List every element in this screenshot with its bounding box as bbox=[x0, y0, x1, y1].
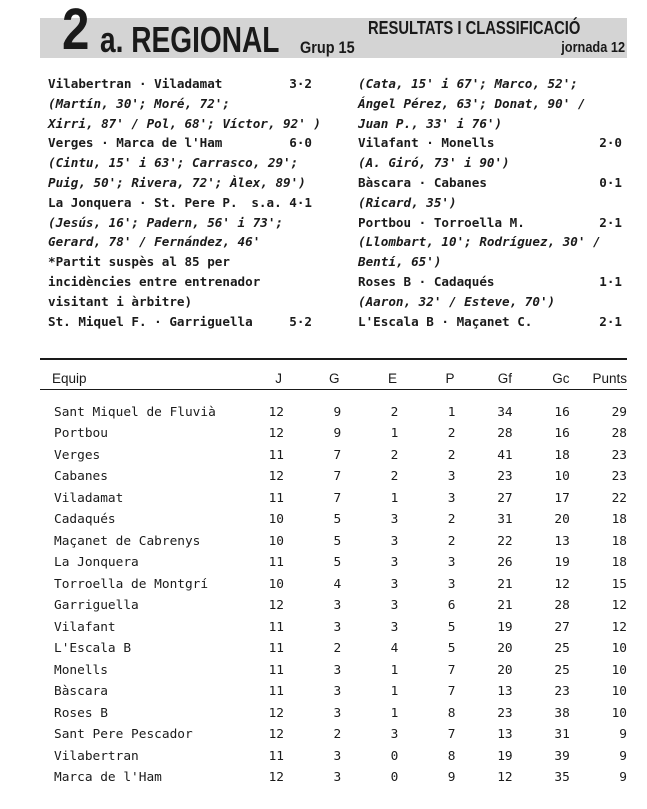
match-line bbox=[358, 272, 626, 292]
lost: 3 bbox=[447, 555, 456, 571]
section-title: RESULTATS I CLASSIFICACIÓ bbox=[368, 18, 581, 38]
scorers-line: (Jesús, 16'; Padern, 56' i 73'; bbox=[48, 214, 284, 230]
points: 10 bbox=[611, 662, 627, 678]
played: 12 bbox=[268, 769, 284, 785]
team-name: La Jonquera bbox=[54, 555, 139, 571]
table-row bbox=[40, 638, 627, 659]
goals-for: 22 bbox=[497, 533, 513, 549]
won: 7 bbox=[333, 469, 342, 485]
team-name: Viladamat bbox=[54, 490, 124, 506]
table-row bbox=[40, 724, 627, 745]
scorers-line: Ángel Pérez, 63'; Donat, 90' / bbox=[358, 95, 586, 111]
page-header bbox=[0, 0, 647, 62]
table-row bbox=[40, 660, 627, 681]
won: 7 bbox=[333, 490, 342, 506]
team-name: Portbou bbox=[54, 426, 108, 442]
points: 18 bbox=[611, 533, 627, 549]
table-row bbox=[40, 552, 627, 573]
drawn: 3 bbox=[390, 598, 399, 614]
goals-for: 27 bbox=[497, 490, 513, 506]
match-score: s.a. 4·1 bbox=[251, 194, 312, 210]
standings-header bbox=[40, 368, 627, 388]
won: 9 bbox=[333, 405, 342, 420]
match-score: 2·1 bbox=[599, 313, 622, 329]
division-title: a. REGIONAL bbox=[100, 19, 280, 60]
table-row bbox=[40, 423, 627, 444]
drawn: 3 bbox=[390, 576, 399, 592]
results-column-left bbox=[48, 74, 321, 331]
played: 12 bbox=[268, 598, 284, 614]
drawn: 0 bbox=[390, 769, 399, 785]
won: 5 bbox=[333, 512, 342, 528]
goals-against: 25 bbox=[554, 641, 570, 657]
lost: 2 bbox=[447, 512, 456, 528]
drawn: 1 bbox=[390, 662, 399, 678]
goals-for: 19 bbox=[497, 748, 513, 764]
drawn: 3 bbox=[390, 555, 399, 571]
match-teams: L'Escala B · Maçanet C. bbox=[358, 313, 533, 329]
drawn: 1 bbox=[390, 705, 399, 721]
points: 15 bbox=[611, 576, 627, 592]
played: 12 bbox=[268, 405, 284, 420]
team-name: Cadaqués bbox=[54, 512, 116, 528]
goals-against: 13 bbox=[554, 533, 570, 549]
match-teams: Bàscara · Cabanes bbox=[358, 174, 487, 190]
drawn: 3 bbox=[390, 619, 399, 635]
lost: 8 bbox=[447, 705, 456, 721]
drawn: 1 bbox=[390, 426, 399, 442]
lost: 6 bbox=[447, 598, 456, 614]
table-row bbox=[40, 509, 627, 530]
match-teams: Portbou · Torroella M. bbox=[358, 214, 525, 230]
lost: 2 bbox=[447, 426, 456, 442]
match-score: 1·1 bbox=[599, 273, 622, 289]
team-name: Verges bbox=[54, 447, 101, 463]
goals-for: 13 bbox=[497, 727, 513, 743]
match-score: 5·2 bbox=[289, 313, 312, 329]
goals-against: 25 bbox=[554, 662, 570, 678]
column-header: Gf bbox=[497, 370, 512, 386]
note-line: *Partit suspès al 85 per bbox=[48, 254, 230, 270]
team-name: Garriguella bbox=[54, 598, 139, 614]
column-header: Punts bbox=[592, 370, 627, 386]
goals-against: 10 bbox=[554, 469, 570, 485]
team-name: Roses B bbox=[54, 705, 108, 721]
played: 11 bbox=[268, 490, 284, 506]
drawn: 2 bbox=[390, 405, 399, 420]
header-underline bbox=[40, 389, 627, 390]
lost: 5 bbox=[447, 619, 456, 635]
lost: 3 bbox=[447, 490, 456, 506]
table-row bbox=[40, 574, 627, 595]
table-row bbox=[40, 595, 627, 616]
drawn: 1 bbox=[390, 490, 399, 506]
played: 12 bbox=[268, 727, 284, 743]
lost: 7 bbox=[447, 727, 456, 743]
goals-against: 38 bbox=[554, 705, 570, 721]
played: 10 bbox=[268, 533, 284, 549]
points: 23 bbox=[611, 469, 627, 485]
points: 18 bbox=[611, 555, 627, 571]
drawn: 3 bbox=[390, 727, 399, 743]
table-row bbox=[40, 681, 627, 702]
team-name: Maçanet de Cabrenys bbox=[54, 533, 201, 549]
goals-against: 19 bbox=[554, 555, 570, 571]
scorers-line: (Martín, 30'; Moré, 72'; bbox=[48, 95, 230, 111]
points: 18 bbox=[611, 512, 627, 528]
won: 3 bbox=[333, 684, 342, 700]
goals-against: 31 bbox=[554, 727, 570, 743]
table-row bbox=[40, 703, 627, 724]
played: 11 bbox=[268, 748, 284, 764]
match-score: 0·1 bbox=[599, 174, 622, 190]
won: 5 bbox=[333, 533, 342, 549]
points: 9 bbox=[619, 769, 627, 785]
goals-for: 13 bbox=[497, 684, 513, 700]
goals-for: 21 bbox=[497, 598, 513, 614]
match-line bbox=[358, 173, 626, 193]
division-number: 2 bbox=[62, 0, 89, 62]
column-header: Equip bbox=[52, 370, 87, 386]
scorers-line: Juan P., 33' i 76') bbox=[358, 115, 503, 131]
match-teams: Roses B · Cadaqués bbox=[358, 273, 495, 289]
played: 11 bbox=[268, 641, 284, 657]
team-name: Bàscara bbox=[54, 684, 108, 700]
goals-for: 20 bbox=[497, 641, 513, 657]
points: 22 bbox=[611, 490, 627, 506]
column-header: G bbox=[328, 370, 340, 386]
won: 3 bbox=[333, 598, 342, 614]
goals-against: 23 bbox=[554, 684, 570, 700]
note-line: incidències entre entrenador bbox=[48, 273, 261, 289]
goals-against: 20 bbox=[554, 512, 570, 528]
scorers-line: Bentí, 65') bbox=[358, 254, 442, 270]
played: 11 bbox=[268, 684, 284, 700]
match-line bbox=[358, 312, 626, 332]
points: 12 bbox=[611, 619, 627, 635]
played: 12 bbox=[268, 705, 284, 721]
scorers-line: (Ricard, 35') bbox=[358, 194, 457, 210]
match-score: 2·1 bbox=[599, 214, 622, 230]
match-score: 6·0 bbox=[289, 135, 312, 151]
team-name: Torroella de Montgrí bbox=[54, 576, 209, 592]
match-teams: Vilabertran · Viladamat bbox=[48, 76, 223, 91]
points: 10 bbox=[611, 684, 627, 700]
scorers-line: Puig, 50'; Rivera, 72'; Àlex, 89') bbox=[48, 174, 306, 190]
won: 7 bbox=[333, 447, 342, 463]
goals-against: 28 bbox=[554, 598, 570, 614]
standings-table bbox=[40, 402, 627, 788]
won: 3 bbox=[333, 769, 342, 785]
goals-against: 18 bbox=[554, 447, 570, 463]
match-teams: Vilafant · Monells bbox=[358, 135, 495, 151]
scorers-line: (Cata, 15' i 67'; Marco, 52'; bbox=[358, 76, 578, 91]
won: 3 bbox=[333, 619, 342, 635]
played: 10 bbox=[268, 576, 284, 592]
won: 4 bbox=[333, 576, 342, 592]
column-header: Gc bbox=[552, 370, 570, 386]
played: 12 bbox=[268, 469, 284, 485]
match-teams: St. Miquel F. · Garriguella bbox=[48, 313, 253, 329]
scorers-line: Xirri, 87' / Pol, 68'; Víctor, 92' ) bbox=[48, 115, 321, 131]
points: 9 bbox=[619, 727, 627, 743]
scorers-line: (Llombart, 10'; Rodríguez, 30' / bbox=[358, 234, 601, 250]
lost: 3 bbox=[447, 469, 456, 485]
scorers-line: (A. Giró, 73' i 90') bbox=[358, 155, 510, 171]
table-row bbox=[40, 402, 627, 423]
goals-for: 26 bbox=[497, 555, 513, 571]
table-row bbox=[40, 488, 627, 509]
played: 11 bbox=[268, 619, 284, 635]
won: 3 bbox=[333, 705, 342, 721]
lost: 5 bbox=[447, 641, 456, 657]
goals-against: 16 bbox=[554, 426, 570, 442]
goals-against: 17 bbox=[554, 490, 570, 506]
goals-for: 21 bbox=[497, 576, 513, 592]
table-row bbox=[40, 767, 627, 788]
goals-for: 34 bbox=[497, 405, 513, 420]
lost: 1 bbox=[447, 405, 456, 420]
goals-against: 16 bbox=[554, 405, 570, 420]
points: 10 bbox=[611, 641, 627, 657]
goals-against: 27 bbox=[554, 619, 570, 635]
goals-for: 19 bbox=[497, 619, 513, 635]
drawn: 4 bbox=[390, 641, 399, 657]
column-header: J bbox=[275, 370, 282, 386]
goals-for: 23 bbox=[497, 705, 513, 721]
team-name: Cabanes bbox=[54, 469, 108, 485]
scorers-line: (Cintu, 15' i 63'; Carrasco, 29'; bbox=[48, 155, 299, 171]
played: 12 bbox=[268, 426, 284, 442]
lost: 7 bbox=[447, 662, 456, 678]
match-teams: La Jonquera · St. Pere P. bbox=[48, 194, 238, 210]
team-name: Monells bbox=[54, 662, 108, 678]
played: 11 bbox=[268, 447, 284, 463]
match-line bbox=[358, 213, 626, 233]
goals-for: 20 bbox=[497, 662, 513, 678]
points: 10 bbox=[611, 705, 627, 721]
drawn: 2 bbox=[390, 447, 399, 463]
match-line bbox=[358, 133, 626, 153]
won: 2 bbox=[333, 641, 342, 657]
team-name: L'Escala B bbox=[54, 641, 132, 657]
goals-against: 35 bbox=[554, 769, 570, 785]
goals-against: 39 bbox=[554, 748, 570, 764]
match-line bbox=[48, 133, 316, 153]
goals-for: 28 bbox=[497, 426, 513, 442]
goals-for: 12 bbox=[497, 769, 513, 785]
drawn: 2 bbox=[390, 469, 399, 485]
column-header: P bbox=[445, 370, 455, 386]
goals-against: 12 bbox=[554, 576, 570, 592]
drawn: 3 bbox=[390, 512, 399, 528]
points: 28 bbox=[611, 426, 627, 442]
table-row bbox=[40, 617, 627, 638]
column-header: E bbox=[387, 370, 397, 386]
scorers-line: (Aaron, 32' / Esteve, 70') bbox=[358, 293, 556, 309]
team-name: Marca de l'Ham bbox=[54, 769, 162, 785]
points: 23 bbox=[611, 447, 627, 463]
drawn: 0 bbox=[390, 748, 399, 764]
match-line bbox=[48, 312, 316, 332]
team-name: Vilafant bbox=[54, 619, 116, 635]
note-line: visitant i àrbitre) bbox=[48, 293, 193, 309]
won: 9 bbox=[333, 426, 342, 442]
goals-for: 31 bbox=[497, 512, 513, 528]
team-name: Sant Pere Pescador bbox=[54, 727, 193, 743]
played: 10 bbox=[268, 512, 284, 528]
drawn: 3 bbox=[390, 533, 399, 549]
match-teams: Verges · Marca de l'Ham bbox=[48, 135, 223, 151]
table-row bbox=[40, 746, 627, 767]
points: 12 bbox=[611, 598, 627, 614]
won: 5 bbox=[333, 555, 342, 571]
match-line bbox=[48, 193, 316, 213]
played: 11 bbox=[268, 555, 284, 571]
lost: 9 bbox=[447, 769, 456, 785]
won: 2 bbox=[333, 727, 342, 743]
played: 11 bbox=[268, 662, 284, 678]
lost: 3 bbox=[447, 576, 456, 592]
table-row bbox=[40, 445, 627, 466]
group-label: Grup 15 bbox=[300, 38, 355, 57]
lost: 2 bbox=[447, 533, 456, 549]
points: 9 bbox=[619, 748, 627, 764]
goals-for: 23 bbox=[497, 469, 513, 485]
results-column-right bbox=[358, 74, 626, 331]
points: 29 bbox=[611, 405, 627, 420]
matchday-label: jornada 12 bbox=[561, 39, 625, 56]
won: 3 bbox=[333, 748, 342, 764]
lost: 2 bbox=[447, 447, 456, 463]
team-name: Sant Miquel de Fluvià bbox=[54, 405, 216, 420]
table-row bbox=[40, 531, 627, 552]
scorers-line: Gerard, 78' / Fernández, 46' bbox=[48, 234, 261, 250]
lost: 8 bbox=[447, 748, 456, 764]
match-score: 3·2 bbox=[289, 76, 312, 91]
drawn: 1 bbox=[390, 684, 399, 700]
match-line bbox=[48, 74, 316, 94]
table-row bbox=[40, 466, 627, 487]
lost: 7 bbox=[447, 684, 456, 700]
divider bbox=[40, 358, 627, 360]
team-name: Vilabertran bbox=[54, 748, 139, 764]
goals-for: 41 bbox=[497, 447, 513, 463]
match-score: 2·0 bbox=[599, 135, 622, 151]
won: 3 bbox=[333, 662, 342, 678]
